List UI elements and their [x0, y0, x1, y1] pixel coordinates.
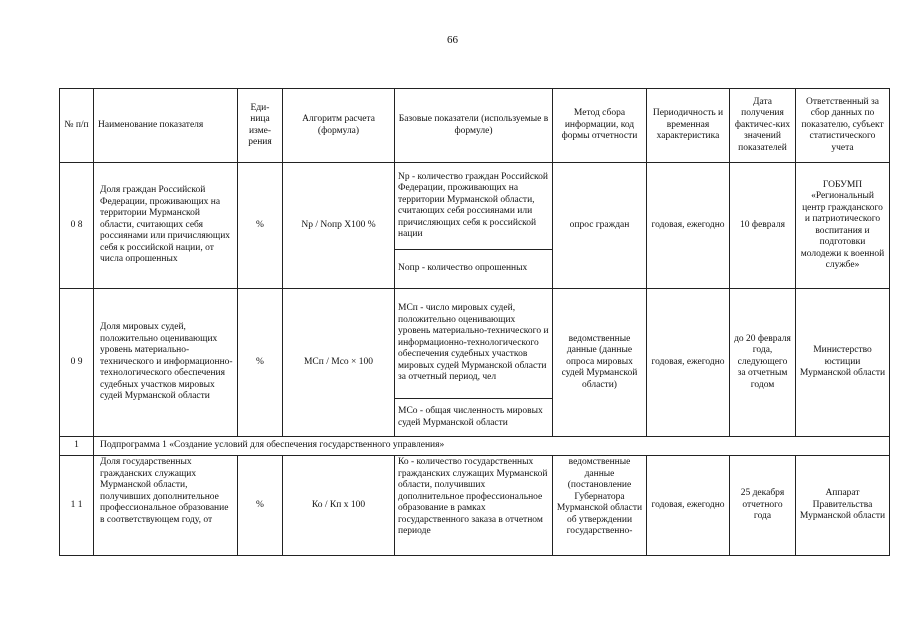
row-unit: %	[238, 456, 283, 556]
row-base-2: МСо - общая численность мировых судей Мурманской области	[395, 399, 553, 437]
indicators-table	[59, 88, 890, 556]
row-name: Доля мировых судей, положительно оценивающих уровень материально-технического и информационно-технологического обеспечения судебных участков мировых судей Мурманской области	[94, 289, 238, 437]
row-method: ведомственные данные (данные опроса мировых судей Мурманской области)	[553, 289, 647, 437]
subprogram-row	[60, 437, 890, 456]
row-algo: Ко / Кп х 100	[283, 456, 395, 556]
table-row	[60, 289, 890, 399]
header-resp: Ответственный за сбор данных по показателю, субъект статистического учета	[796, 89, 890, 163]
row-unit: %	[238, 289, 283, 437]
row-num: 0 9	[60, 289, 94, 437]
page-number: 66	[447, 34, 458, 46]
row-period: годовая, ежегодно	[647, 456, 730, 556]
table-row	[60, 456, 890, 556]
row-period: годовая, ежегодно	[647, 289, 730, 437]
row-algo: МСп / Мсо × 100	[283, 289, 395, 437]
row-algo: Nр / Nопр Х100 %	[283, 163, 395, 289]
row-resp: ГОБУМП «Региональный центр гражданского и патриотического воспитания и подготовки молодежи к военной службе»	[796, 163, 890, 289]
row-date: 25 декабря отчетного года	[730, 456, 796, 556]
row-period: годовая, ежегодно	[647, 163, 730, 289]
row-name: Доля государственных гражданских служащих Мурманской области, получивших дополнительное профессиональное образование в соответствующем году, от	[94, 456, 238, 556]
header-row	[60, 89, 890, 163]
row-base-1: Nр - количество граждан Российской Федерации, проживающих на территории Мурманской области, считающих себя россиянами или причисляющих себя к российской нации	[395, 163, 553, 250]
row-base-1: МСп - число мировых судей, положительно оценивающих уровень материально-технического и информационно-технологического обеспечения судебных участков мировых судей Мурманской области за отчетный период, чел	[395, 289, 553, 399]
row-base: Ко - количество государственных гражданских служащих Мурманской области, получивших дополнительное профессиональное образование в рамках государственного заказа в отчетном периоде	[395, 456, 553, 556]
row-base-2: Nопр - количество опрошенных	[395, 250, 553, 289]
row-date: до 20 февраля года, следующего за отчетным годом	[730, 289, 796, 437]
row-num: 1 1	[60, 456, 94, 556]
header-unit: Еди-ница изме-рения	[238, 89, 283, 163]
subprogram-title: Подпрограмма 1 «Создание условий для обеспечения государственного управления»	[94, 437, 890, 456]
row-num: 0 8	[60, 163, 94, 289]
table-row	[60, 163, 890, 250]
header-num: № п/п	[60, 89, 94, 163]
row-date: 10 февраля	[730, 163, 796, 289]
row-resp: Министерство юстиции Мурманской области	[796, 289, 890, 437]
header-method: Метод сбора информации, код формы отчетности	[553, 89, 647, 163]
header-date: Дата получения фактичес-ких значений показателей	[730, 89, 796, 163]
row-resp: Аппарат Правительства Мурманской области	[796, 456, 890, 556]
row-name: Доля граждан Российской Федерации, проживающих на территории Мурманской области, считающих себя россиянами или причисляющих себя к российской нации, от числа опрошенных	[94, 163, 238, 289]
subprogram-num: 1	[60, 437, 94, 456]
header-name: Наименование показателя	[94, 89, 238, 163]
row-method: опрос граждан	[553, 163, 647, 289]
row-method: ведомственные данные (постановление Губернатора Мурманской области об утверждении государственно-	[553, 456, 647, 556]
header-base: Базовые показатели (используемые в формуле)	[395, 89, 553, 163]
header-algo: Алгоритм расчета (формула)	[283, 89, 395, 163]
header-period: Периодичность и временная характеристика	[647, 89, 730, 163]
row-unit: %	[238, 163, 283, 289]
